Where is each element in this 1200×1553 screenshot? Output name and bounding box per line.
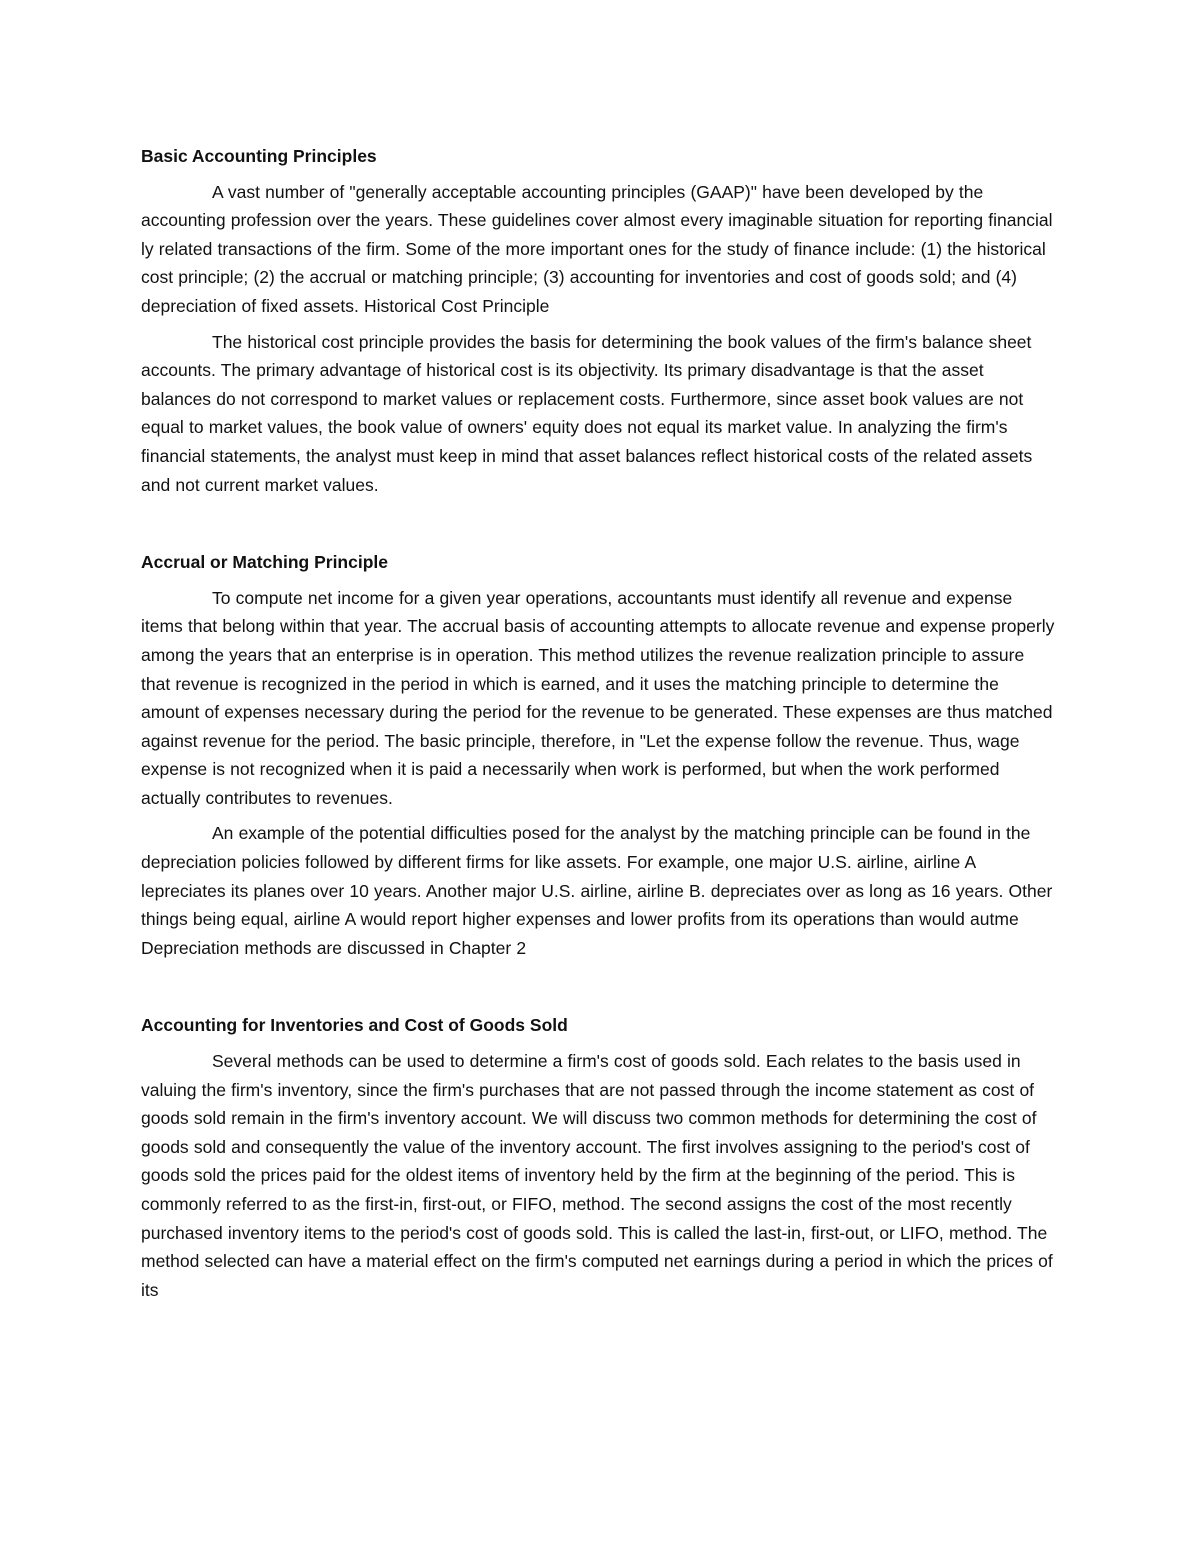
paragraph: The historical cost principle provides the basis for determining the book values of the firm's balance sheet accounts. The primary advantage of historical cost is its objectivity. Its primary disadvantage is that the asset balances do not correspond to market values or replacement costs. Furthermore, since asset book values are not equal to market values, the book value of owners' equity does not equal its market value. In analyzing the firm's financial statements, the analyst must keep in mind that asset balances reflect historical costs of the related assets and not current market values. [141,331,1033,495]
document-body [141,142,1056,1311]
section-heading: Accrual or Matching Principle [141,552,388,573]
section-inventories-cost-of-goods-sold [141,1011,1056,1304]
section-heading: Basic Accounting Principles [141,146,377,166]
paragraph: Several methods can be used to determine a firm's cost of goods sold. Each relates to the basis used in valuing the firm's inventory, since the firm's purchases that are not passed through the income statement as cost of goods sold remain in the firm's inventory account. We will discuss two common methods for determining the cost of goods sold and consequently the value of the inventory account. The first involves assigning to the period's cost of goods sold the prices paid for the oldest items of inventory held by the firm at the beginning of the period. This is commonly referred to as the first-in, first-out, or FIFO, method. The second assigns the cost of the most recently purchased inventory items to the period's cost of goods sold. This is called the last-in, first-out, or LIFO, method. The method selected can have a material effect on the firm's computed net earnings during a period in which the prices of its [141,1051,1053,1300]
paragraph: A vast number of "generally acceptable accounting principles (GAAP)" have been developed by the accounting profession over the years. These guidelines cover almost every imaginable situation for reporting financial ly related transactions of the firm. Some of the more important ones for the study of finance include: (1) the historical cost principle; (2) the accrual or matching principle; (3) accounting for inventories and cost of goods sold; and (4) depreciation of fixed assets. Historical Cost Principle [141,181,1053,316]
section-spacer [141,506,1056,548]
section-heading: Accounting for Inventories and Cost of Goods Sold [141,1015,568,1036]
section-spacer [141,969,1056,1011]
paragraph: To compute net income for a given year operations, accountants must identify all revenue and expense items that belong within that year. The accrual basis of accounting attempts to allocate revenue and expense properly among the years that an enterprise is in operation. This method utilizes the revenue realization principle to assure that revenue is recognized in the period in which is earned, and it uses the matching principle to determine the amount of expenses necessary during the period for the revenue to be generated. These expenses are thus matched against revenue for the period. The basic principle, therefore, in "Let the expense follow the revenue. Thus, wage expense is not recognized when it is paid a necessarily when work is performed, but when the work performed actually contributes to revenues. [141,587,1055,808]
section-basic-accounting-principles [141,142,1056,499]
section-accrual-matching-principle [141,548,1056,962]
paragraph: An example of the potential difficulties posed for the analyst by the matching principle can be found in the depreciation policies followed by different firms for like assets. For example, one major U.S. airline, airline A lepreciates its planes over 10 years. Another major U.S. airline, airline B. depreciates over as long as 16 years. Other things being equal, airline A would report higher expenses and lower profits from its operations than would autme Depreciation methods are discussed in Chapter 2 [141,823,1053,958]
